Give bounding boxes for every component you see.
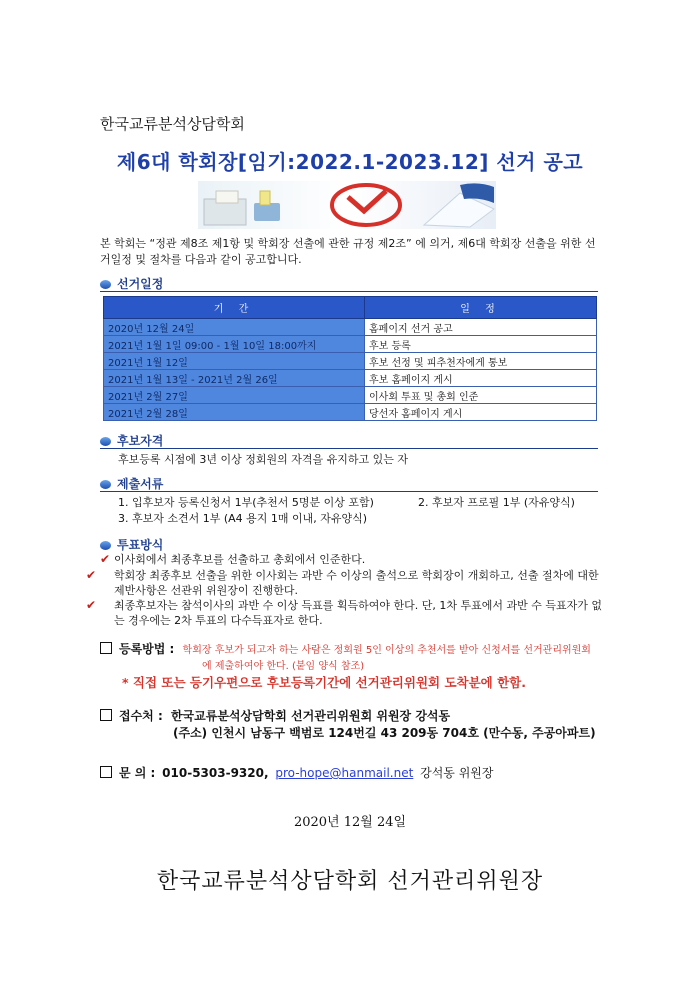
schedule-period: 2021년 1월 1일 09:00 - 1월 10일 18:00까지 xyxy=(104,336,365,353)
inquiry-line: 문 의 : 010-5303-9320, pro-hope@hanmail.net 강석동 위원장 xyxy=(100,764,494,781)
table-row xyxy=(104,319,597,336)
registration-text: 학회장 후보가 되고자 하는 사람은 정회원 5인 이상의 추천서를 받아 신청서를 선거관리위원회 xyxy=(182,645,591,656)
schedule-period: 2021년 1월 12일 xyxy=(104,353,365,370)
bullet-icon xyxy=(100,280,111,289)
voting-rule: ✔ 이사회에서 최종후보를 선출하고 총회에서 인준한다. xyxy=(100,552,366,566)
qualification-text: 후보등록 시점에 3년 이상 정회원의 자격을 유지하고 있는 자 xyxy=(118,453,408,466)
receipt-line: 접수처 : 한국교류분석상담학회 선거관리위원회 위원장 강석동 xyxy=(100,707,450,724)
receipt-address: (주소) 인천시 남동구 백범로 124번길 43 209동 704호 (만수동, 주공아파트) xyxy=(173,726,596,740)
schedule-table xyxy=(103,296,597,421)
section-divider xyxy=(100,291,598,292)
schedule-event: 후보 홈페이지 게시 xyxy=(365,370,597,387)
schedule-event: 후보 등록 xyxy=(365,336,597,353)
schedule-event: 후보 선정 및 피추천자에게 통보 xyxy=(365,353,597,370)
intro-paragraph: 본 학회는 “정관 제8조 제1항 및 학회장 선출에 관한 규정 제2조” 에 의거, 제6대 학회장 선출을 위한 선거일정 및 절차를 다음과 같이 공고합니다. xyxy=(100,237,596,266)
schedule-period: 2021년 2월 27일 xyxy=(104,387,365,404)
checkmark-icon: ✔ xyxy=(100,552,111,566)
section-voting-heading: 투표방식 xyxy=(100,536,163,552)
table-row xyxy=(104,336,597,353)
section-qualification-heading: 후보자격 xyxy=(100,432,163,448)
checkmark-icon: ✔ xyxy=(86,568,97,582)
schedule-period: 2021년 2월 28일 xyxy=(104,404,365,421)
table-row xyxy=(104,404,597,421)
voting-rule: ✔ 최종후보자는 참석이사의 과반 수 이상 득표를 획득하여야 한다. 단, 1차 투표에서 과반 수 득표자가 없는 경우에는 2차 투표의 다수득표자로 한다. xyxy=(86,598,602,627)
schedule-header-event: 일 정 xyxy=(365,297,597,319)
inquiry-phone: 010-5303-9320, xyxy=(162,766,269,780)
section-divider xyxy=(100,448,598,449)
receipt-text: 한국교류분석상담학회 선거관리위원회 위원장 강석동 xyxy=(170,709,451,723)
inquiry-email-link[interactable]: pro-hope@hanmail.net xyxy=(275,766,414,780)
document-item: 3. 후보자 소견서 1부 (A4 용지 1매 이내, 자유양식) xyxy=(118,512,368,525)
schedule-header-row xyxy=(104,297,597,319)
checkbox-square-icon xyxy=(100,642,112,654)
registration-line: 등록방법 : 학회장 후보가 되고자 하는 사람은 정회원 5인 이상의 추천서를 받아 신청서를 선거관리위원회 xyxy=(100,640,591,657)
checkmark-icon: ✔ xyxy=(86,598,97,612)
notice-date: 2020년 12월 24일 xyxy=(293,815,407,830)
schedule-event: 홈페이지 선거 공고 xyxy=(365,319,597,336)
section-divider xyxy=(100,491,598,492)
bullet-icon xyxy=(100,480,111,489)
voting-rule: ✔ 학회장 최종후보 선출을 위한 이사회는 과반 수 이상의 출석으로 학회장이 개회하고, 선출 절차에 대한 제반사항은 선관위 위원장이 진행한다. xyxy=(86,568,599,597)
checkbox-square-icon xyxy=(100,709,112,721)
page-title: 제6대 학회장[임기:2022.1-2023.12] 선거 공고 xyxy=(116,150,584,174)
registration-text-cont: 에 제출하여야 한다. (붙임 양식 참조) xyxy=(202,661,365,672)
checkbox-square-icon xyxy=(100,766,112,778)
section-documents-heading: 제출서류 xyxy=(100,475,163,491)
schedule-header-period: 기 간 xyxy=(104,297,365,319)
registration-note: * 직접 또는 등기우편으로 후보등록기간에 선거관리위원회 도착분에 한함. xyxy=(122,675,526,690)
schedule-event: 이사회 투표 및 총회 인준 xyxy=(365,387,597,404)
table-row xyxy=(104,353,597,370)
table-row xyxy=(104,370,597,387)
banner-image xyxy=(198,181,496,229)
document-item: 1. 입후보자 등록신청서 1부(추천서 5명분 이상 포함) xyxy=(118,496,374,509)
society-name: 한국교류분석상담학회 xyxy=(100,115,245,133)
schedule-period: 2021년 1월 13일 - 2021년 2월 26일 xyxy=(104,370,365,387)
inquiry-person: 강석동 위원장 xyxy=(420,766,494,780)
section-schedule-heading: 선거일정 xyxy=(100,275,163,291)
bullet-icon xyxy=(100,437,111,446)
schedule-event: 당선자 홈페이지 게시 xyxy=(365,404,597,421)
document-item: 2. 후보자 프로필 1부 (자유양식) xyxy=(418,496,575,509)
signature-footer: 한국교류분석상담학회 선거관리위원장 xyxy=(156,869,544,894)
schedule-period: 2020년 12월 24일 xyxy=(104,319,365,336)
ballot-illustration xyxy=(198,181,496,229)
table-row xyxy=(104,387,597,404)
bullet-icon xyxy=(100,541,111,550)
